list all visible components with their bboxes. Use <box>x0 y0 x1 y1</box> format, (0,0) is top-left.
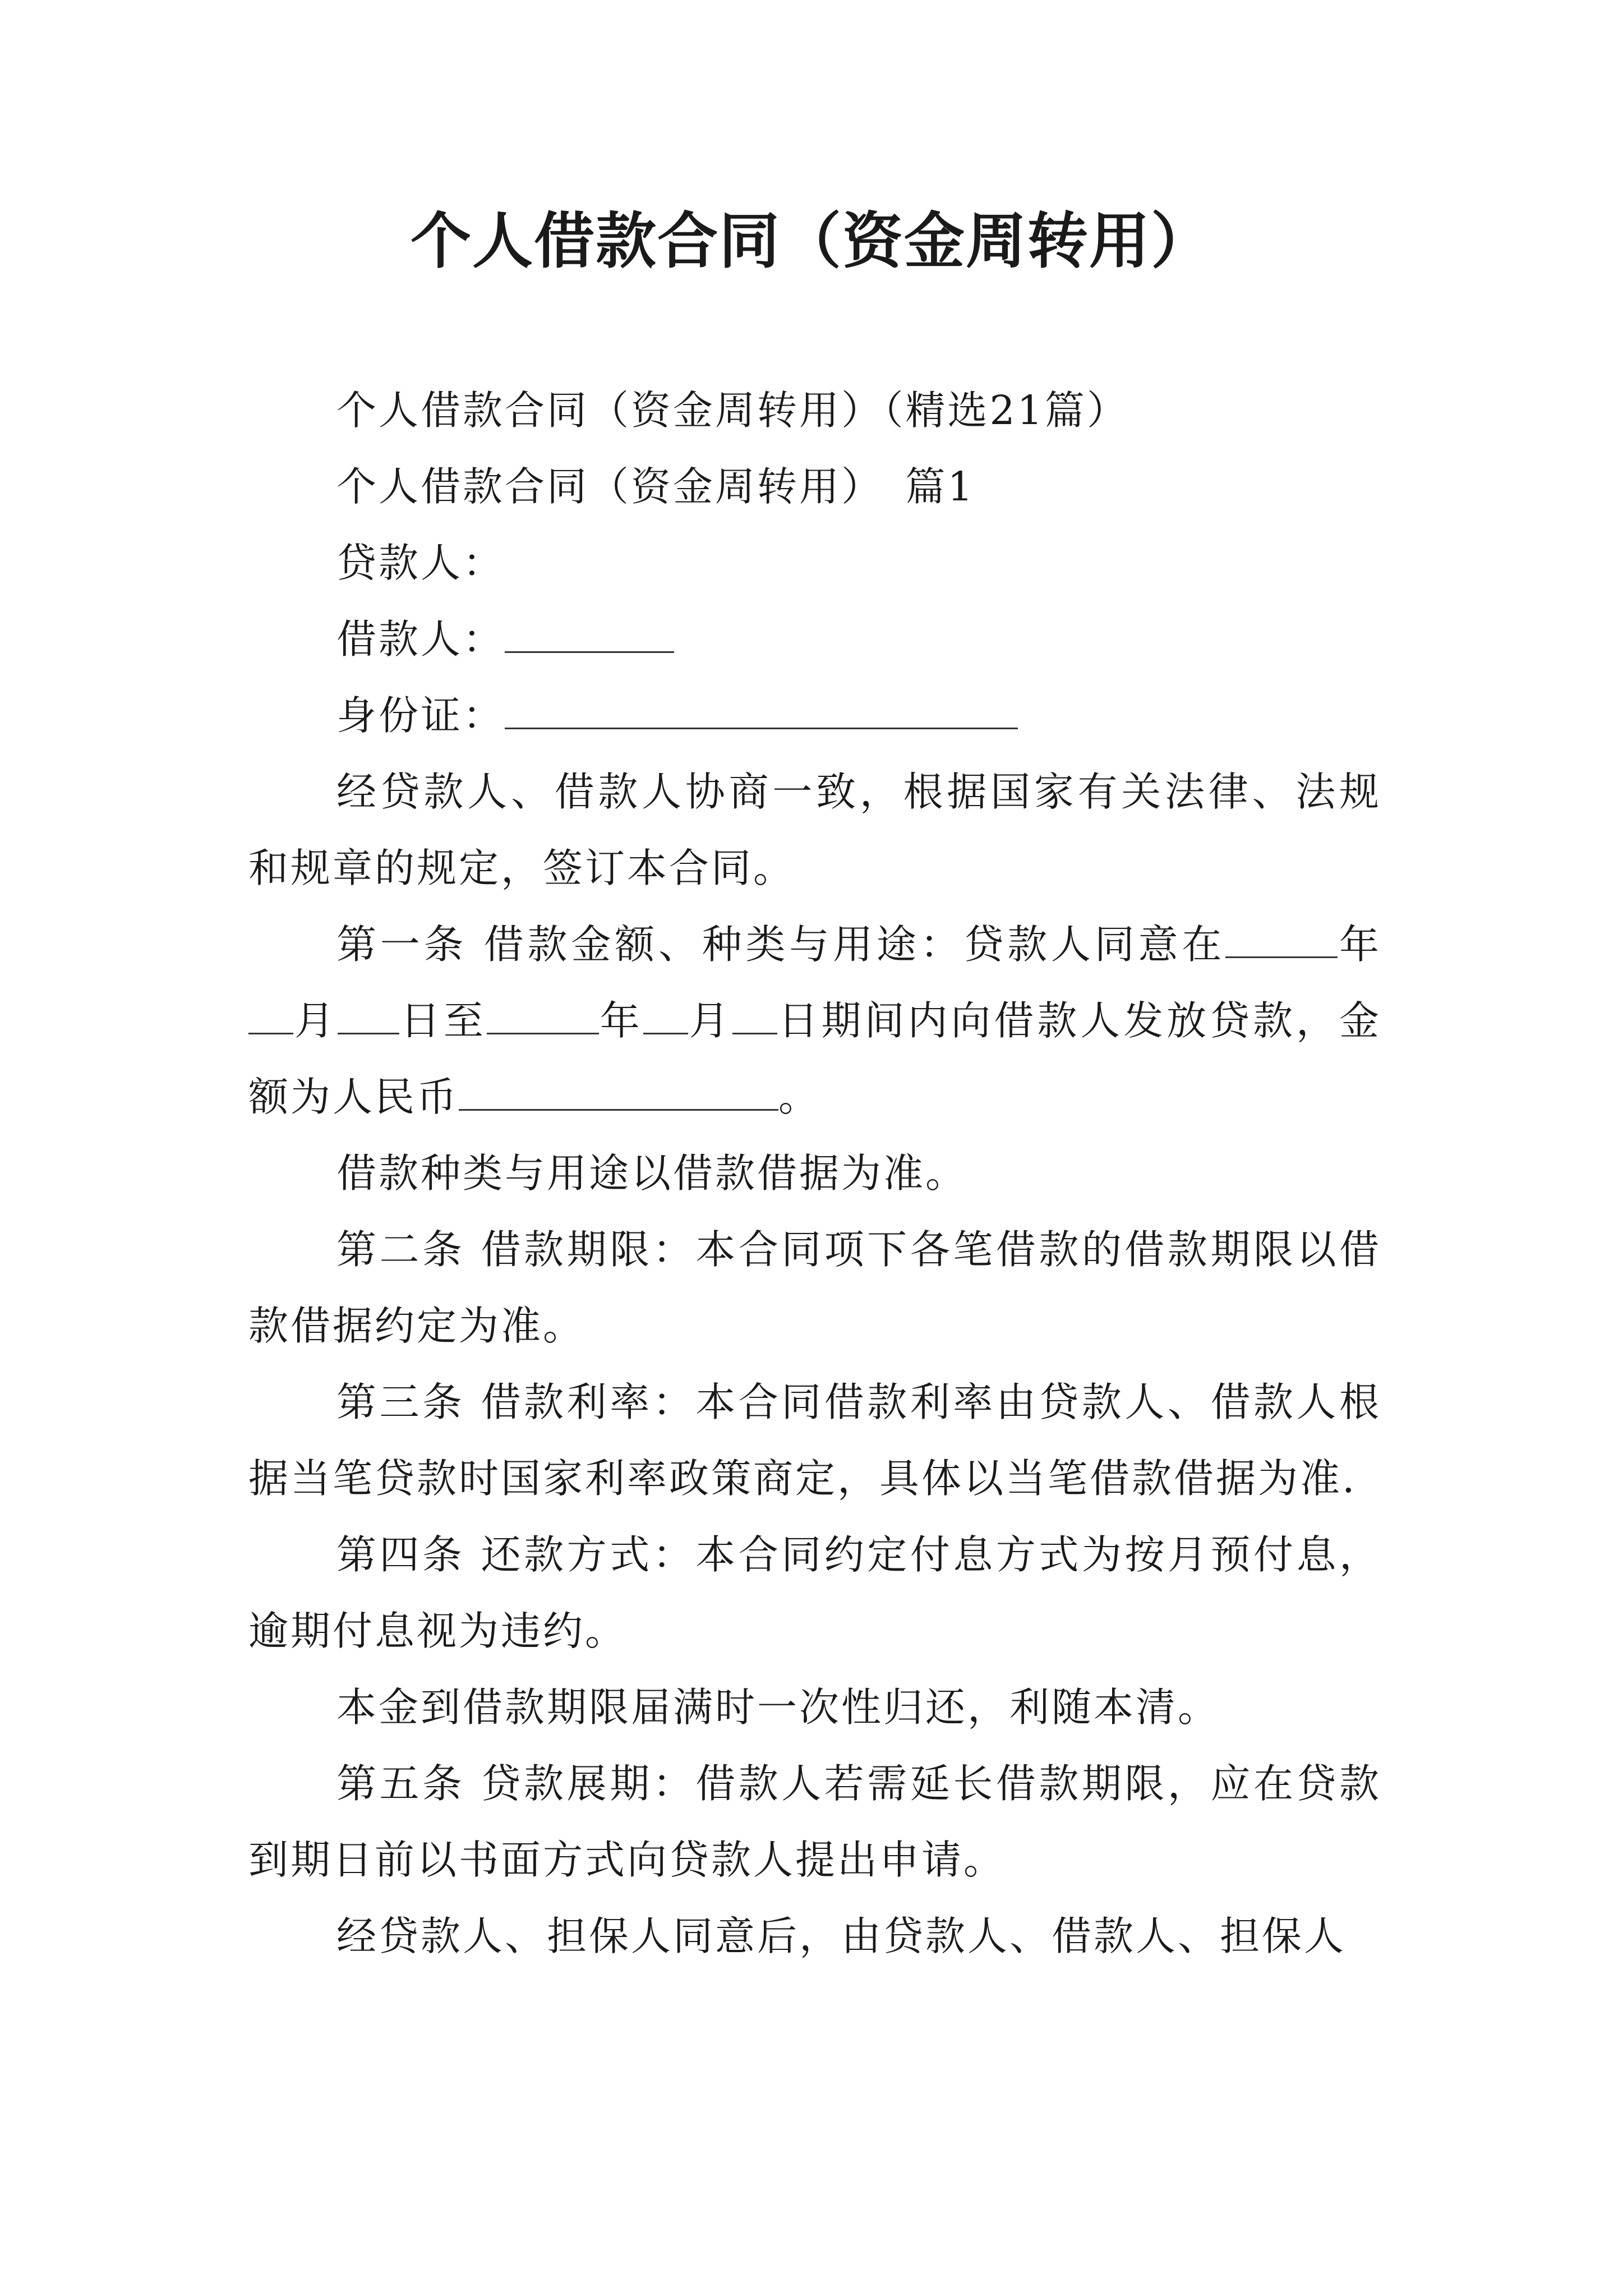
paragraph-article-3: 第三条 借款利率：本合同借款利率由贷款人、借款人根据当笔贷款时国家利率政策商定，具体以当笔借款借据为准. <box>248 1379 1381 1502</box>
id-card-label: 身份证： <box>336 692 505 739</box>
amount-blank <box>459 1075 778 1111</box>
paragraph-subtitle: 个人借款合同（资金周转用）（精选21篇） <box>336 387 1129 434</box>
paragraph-article-4: 第四条 还款方式：本合同约定付息方式为按月预付息，逾期付息视为违约。 <box>248 1531 1381 1654</box>
paragraph-loan-type: 借款种类与用途以借款借据为准。 <box>336 1150 968 1197</box>
document-title: 个人借款合同（资金周转用） <box>410 206 1212 277</box>
end-year-blank <box>487 999 599 1034</box>
document-body <box>248 372 1381 1975</box>
paragraph-principal: 本金到借款期限届满时一次性归还，利随本清。 <box>336 1684 1220 1731</box>
article-1-end-year-label: 年 <box>598 997 643 1044</box>
borrower-blank <box>505 618 674 653</box>
id-card-blank <box>505 694 1018 729</box>
end-month-blank <box>643 999 688 1034</box>
paragraph-lender: 贷款人： <box>336 540 505 586</box>
paragraph-article-2: 第二条 借款期限：本合同项下各笔借款的借款期限以借款借据约定为准。 <box>248 1226 1381 1349</box>
article-1-text-g: 日期间内向借款人发放贷款，金额为人民币 <box>248 997 1381 1120</box>
article-1-period: 。 <box>778 1074 821 1120</box>
paragraph-section-heading: 个人借款合同（资金周转用） 篇1 <box>336 463 975 510</box>
article-1-text-a: 第一条 借款金额、种类与用途：贷款人同意在 <box>336 921 1226 968</box>
end-day-blank <box>732 999 777 1034</box>
year-blank <box>1225 923 1338 958</box>
article-1-year-label: 年 <box>1338 921 1381 968</box>
borrower-label: 借款人： <box>336 616 505 662</box>
paragraph-guarantor: 经贷款人、担保人同意后，由贷款人、借款人、担保人 <box>336 1913 1347 1959</box>
paragraph-article-1 <box>248 907 1381 1135</box>
article-1-month-label: 月 <box>293 997 338 1044</box>
article-1-end-month-label: 月 <box>688 997 732 1044</box>
paragraph-agreement: 经贷款人、借款人协商一致，根据国家有关法律、法规和规章的规定，签订本合同。 <box>248 769 1381 891</box>
month-blank <box>248 999 293 1034</box>
paragraph-article-5: 第五条 贷款展期：借款人若需延长借款期限，应在贷款到期日前以书面方式向贷款人提出申请。 <box>248 1760 1381 1883</box>
paragraph-id-card <box>248 678 1381 754</box>
day-blank <box>338 999 399 1034</box>
article-1-day-to-label: 日至 <box>399 997 487 1044</box>
paragraph-borrower <box>248 601 1381 678</box>
